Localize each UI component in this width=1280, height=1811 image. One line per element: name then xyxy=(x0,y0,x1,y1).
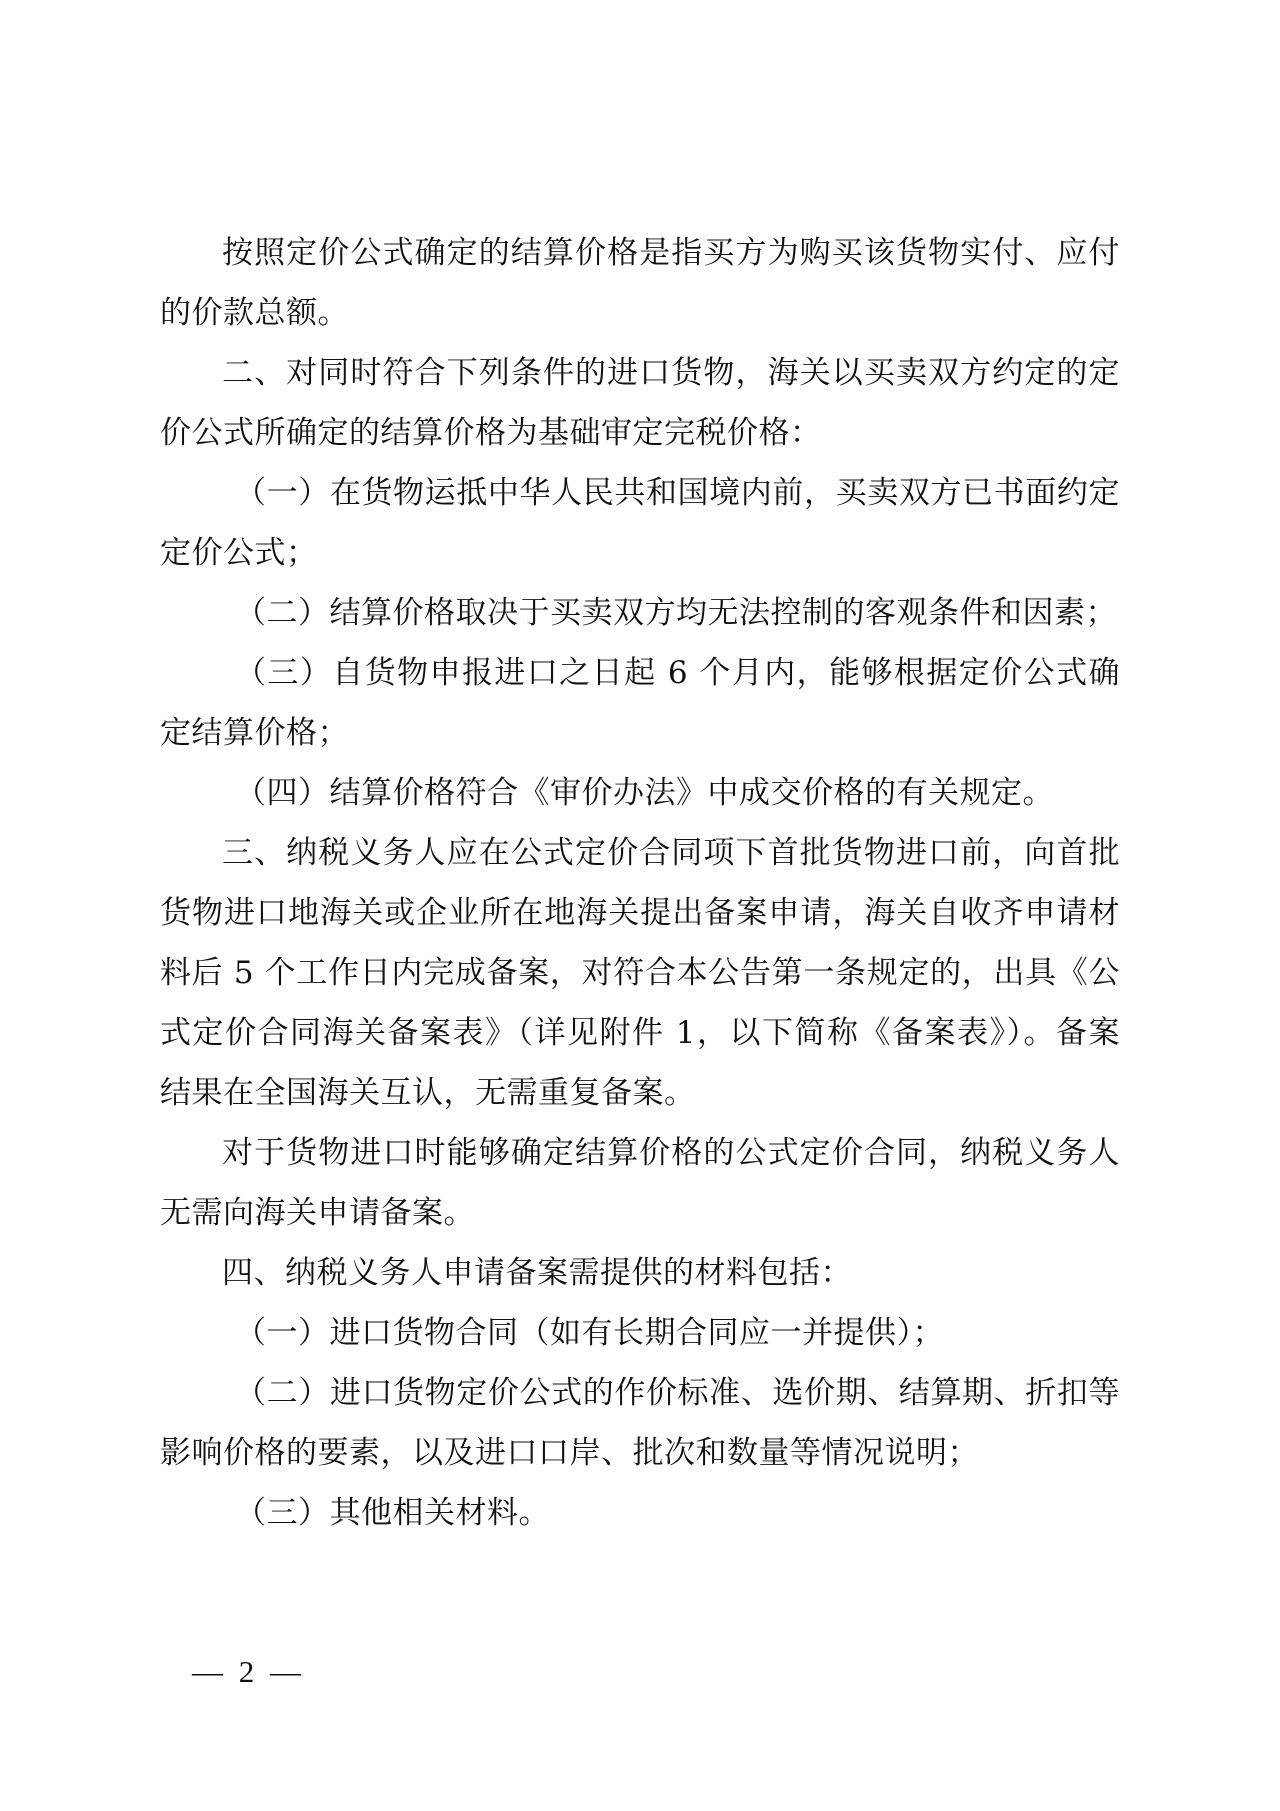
paragraph-section-3: 三、纳税义务人应在公式定价合同项下首批货物进口前，向首批货物进口地海关或企业所在地海关提出备案申请，海关自收齐申请材料后 5 个工作日内完成备案，对符合本公告第一条规定的，出具《公式定价合同海关备案表》（详见附件 1，以下简称《备案表》）。备案结果在全国海关互认，无需重复备案。 xyxy=(160,835,1120,1111)
list-item-4-2: （二）进口货物定价公式的作价标准、选价期、结算期、折扣等影响价格的要素，以及进口口岸、批次和数量等情况说明； xyxy=(160,1375,1120,1471)
list-item-2-2: （二）结算价格取决于买卖双方均无法控制的客观条件和因素； xyxy=(235,595,1117,631)
paragraph-section-4-intro: 四、纳税义务人申请备案需提供的材料包括： xyxy=(222,1255,852,1291)
list-item-2-1: （一）在货物运抵中华人民共和国境内前，买卖双方已书面约定定价公式； xyxy=(160,475,1120,571)
page-number: — 2 — xyxy=(192,1654,305,1689)
document-body xyxy=(160,223,1120,1543)
list-item-4-3: （三）其他相关材料。 xyxy=(235,1495,550,1531)
list-item-4-1: （一）进口货物合同（如有长期合同应一并提供）； xyxy=(235,1315,944,1351)
paragraph-section-2-intro: 二、对同时符合下列条件的进口货物，海关以买卖双方约定的定价公式所确定的结算价格为基础审定完税价格： xyxy=(160,355,1120,451)
paragraph-no-filing-needed: 对于货物进口时能够确定结算价格的公式定价合同，纳税义务人无需向海关申请备案。 xyxy=(160,1135,1120,1231)
list-item-2-3: （三）自货物申报进口之日起 6 个月内，能够根据定价公式确定结算价格； xyxy=(160,655,1120,751)
paragraph-settlement-price-definition: 按照定价公式确定的结算价格是指买方为购买该货物实付、应付的价款总额。 xyxy=(160,235,1120,331)
list-item-2-4: （四）结算价格符合《审价办法》中成交价格的有关规定。 xyxy=(235,775,1054,811)
